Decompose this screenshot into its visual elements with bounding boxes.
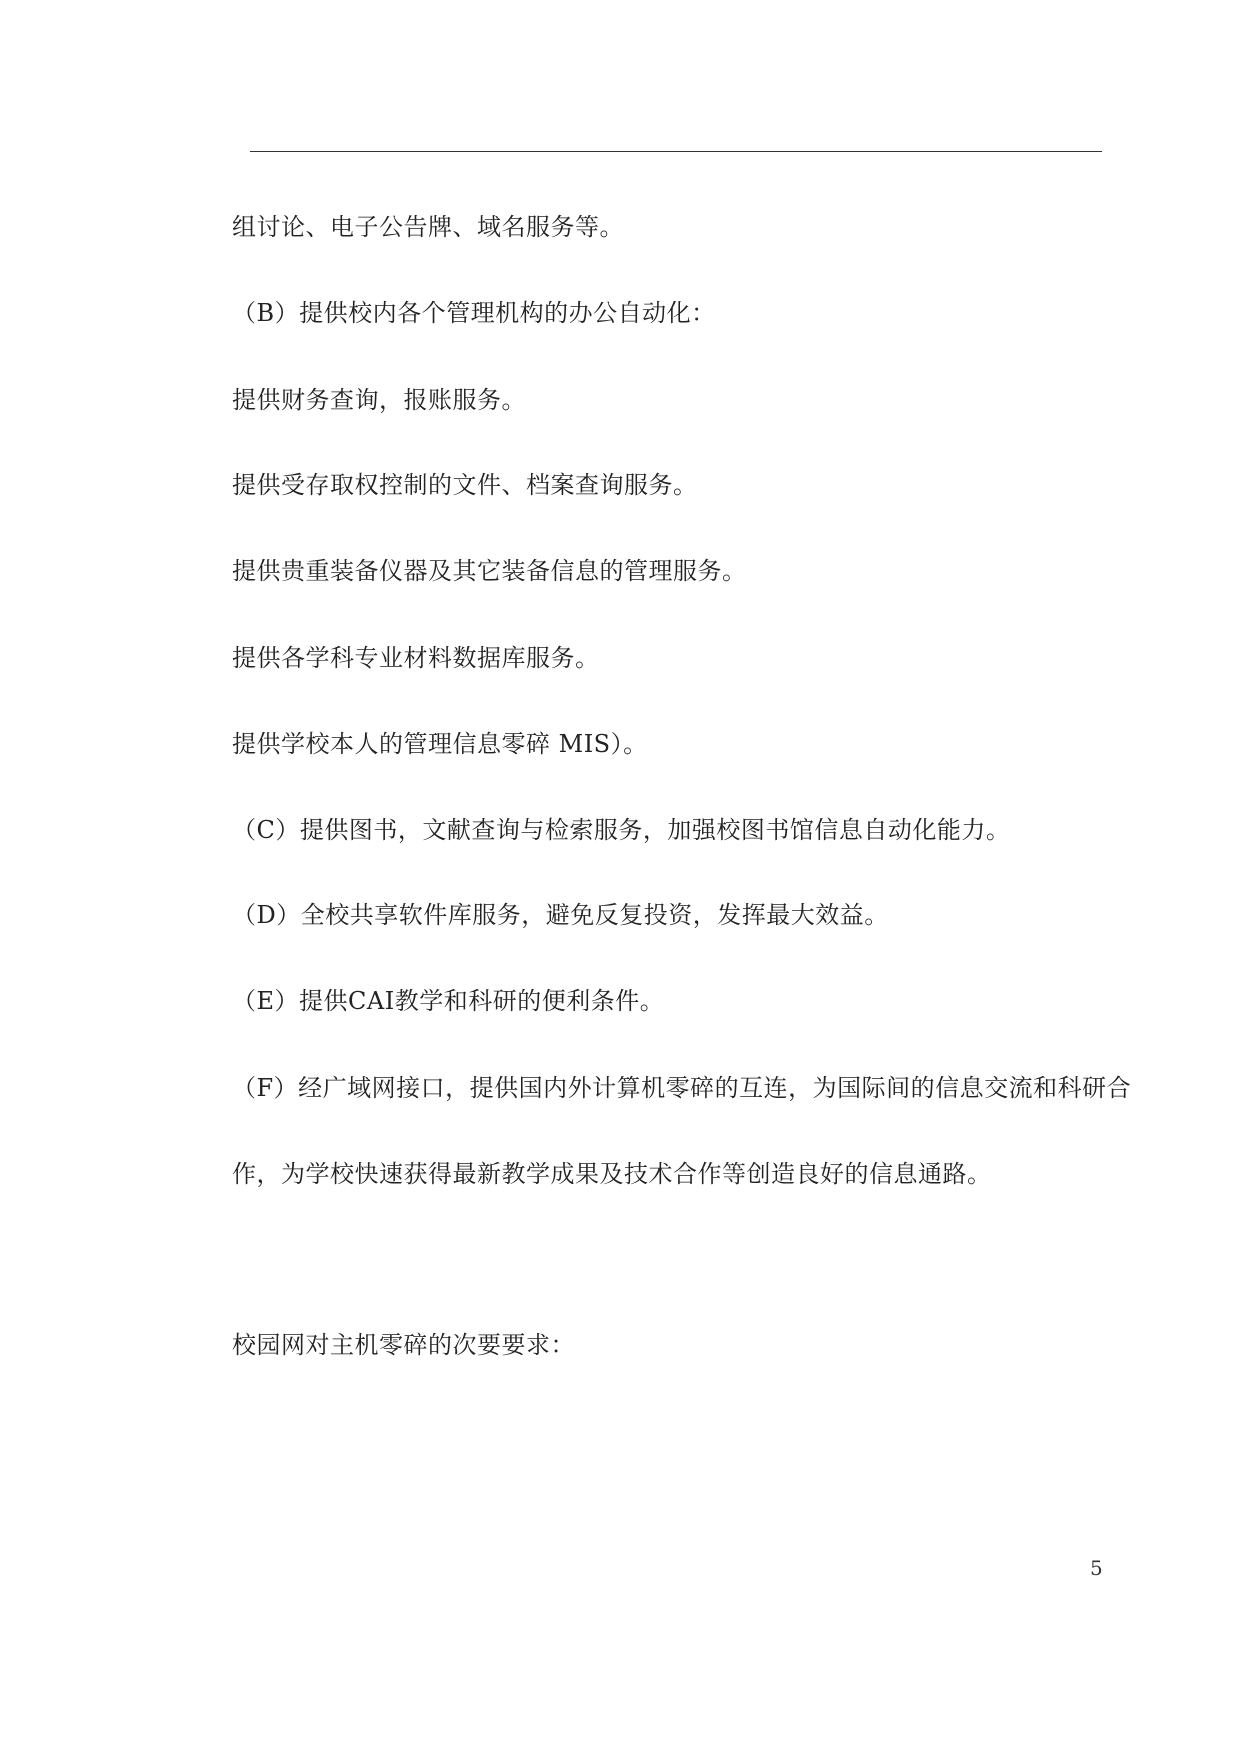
- page-number: 5: [1090, 1556, 1103, 1580]
- text-line-9: （D）全校共享软件库服务，避免反复投资，发挥最大效益。: [232, 901, 889, 929]
- text-line-6: 提供各学科专业材料数据库服务。: [232, 644, 600, 672]
- text-line-12: 作，为学校快速获得最新教学成果及技术合作等创造良好的信息通路。: [232, 1160, 992, 1188]
- text-line-7: 提供学校本人的管理信息零碎 MIS）。: [232, 730, 648, 758]
- text-line-5: 提供贵重装备仪器及其它装备信息的管理服务。: [232, 557, 747, 585]
- text-line-13: 校园网对主机零碎的次要要求：: [232, 1331, 575, 1359]
- text-line-1: 组讨论、电子公告牌、域名服务等。: [232, 213, 624, 241]
- text-line-11: （F）经广域网接口，提供国内外计算机零碎的互连，为国际间的信息交流和科研合: [232, 1074, 1132, 1102]
- text-line-3: 提供财务查询，报账服务。: [232, 386, 526, 414]
- text-line-2: （B）提供校内各个管理机构的办公自动化：: [232, 299, 716, 327]
- text-line-8: （C）提供图书，文献查询与检索服务，加强校图书馆信息自动化能力。: [232, 816, 1011, 844]
- header-rule: [250, 151, 1102, 152]
- text-line-10: （E）提供CAI教学和科研的便利条件。: [232, 987, 665, 1015]
- text-line-4: 提供受存取权控制的文件、档案查询服务。: [232, 471, 698, 499]
